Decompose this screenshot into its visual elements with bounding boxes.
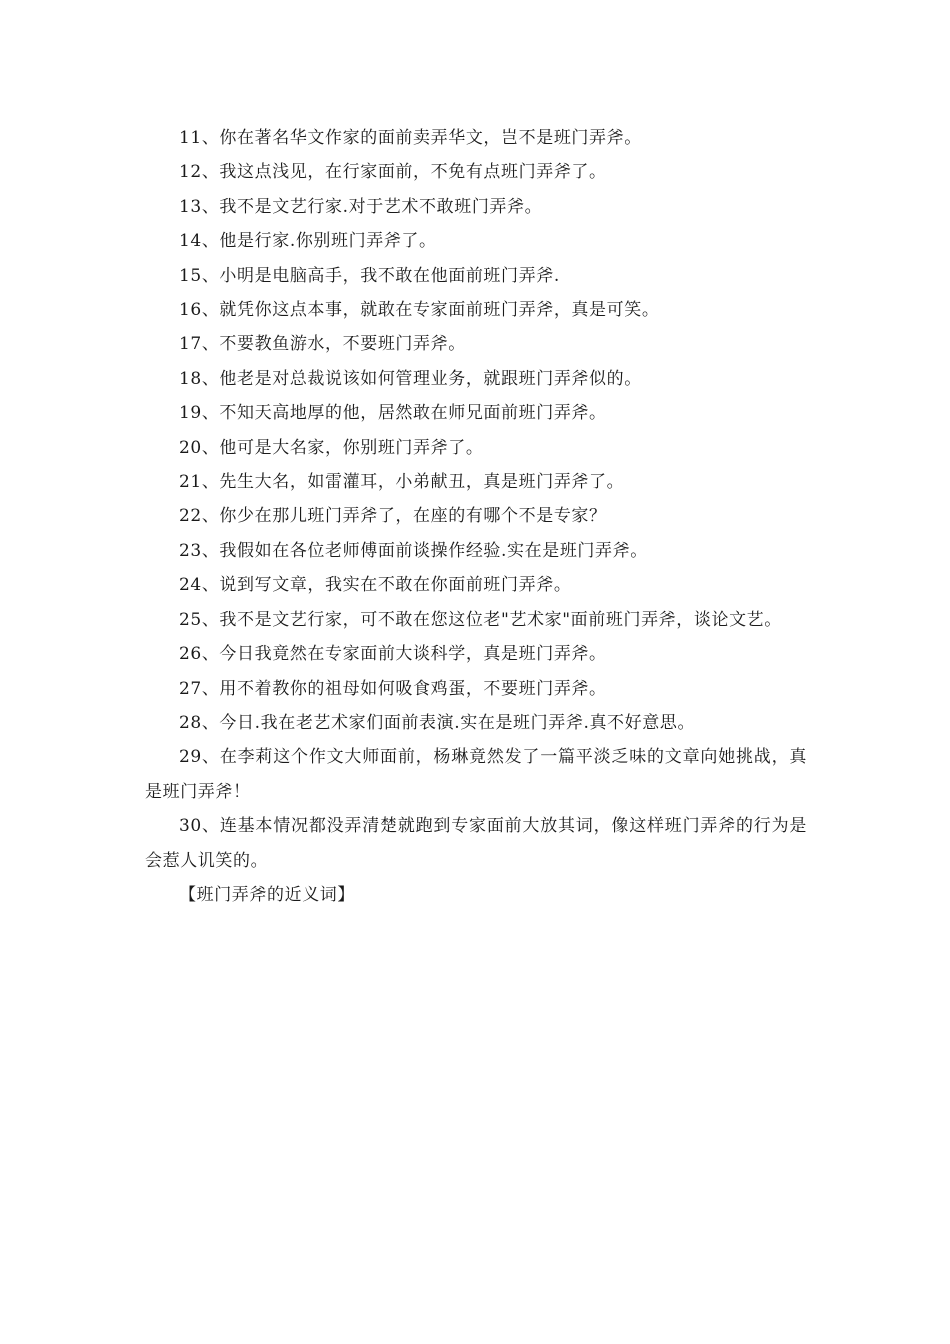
sentence-28: 28、今日.我在老艺术家们面前表演.实在是班门弄斧.真不好意思。 <box>179 712 696 733</box>
sentence-25: 25、我不是文艺行家，可不敢在您这位老"艺术家"面前班门弄斧，谈论文艺。 <box>179 609 782 630</box>
sentence-14: 14、他是行家.你别班门弄斧了。 <box>179 231 437 252</box>
sentence-22: 22、你少在那儿班门弄斧了，在座的有哪个不是专家？ <box>179 506 607 527</box>
section-heading: 【班门弄斧的近义词】 <box>179 884 355 905</box>
sentence-12: 12、我这点浅见，在行家面前，不免有点班门弄斧了。 <box>179 162 607 183</box>
sentence-20: 20、他可是大名家，你别班门弄斧了。 <box>179 437 484 458</box>
sentence-15: 15、小明是电脑高手，我不敢在他面前班门弄斧. <box>179 265 560 286</box>
sentence-24: 24、说到写文章，我实在不敢在你面前班门弄斧。 <box>179 575 572 596</box>
sentence-21: 21、先生大名，如雷灌耳，小弟献丑，真是班门弄斧了。 <box>179 472 625 493</box>
sentence-18: 18、他老是对总裁说该如何管理业务，就跟班门弄斧似的。 <box>179 368 642 389</box>
sentence-16: 16、就凭你这点本事，就敢在专家面前班门弄斧，真是可笑。 <box>179 300 660 321</box>
sentence-23: 23、我假如在各位老师傅面前谈操作经验.实在是班门弄斧。 <box>179 540 648 561</box>
sentence-17: 17、不要教鱼游水，不要班门弄斧。 <box>179 334 466 355</box>
sentence-13: 13、我不是文艺行家.对于艺术不敢班门弄斧。 <box>179 196 543 217</box>
sentence-26: 26、今日我竟然在专家面前大谈科学，真是班门弄斧。 <box>179 644 607 665</box>
sentence-27: 27、用不着教你的祖母如何吸食鸡蛋，不要班门弄斧。 <box>179 678 607 699</box>
sentence-19: 19、不知天高地厚的他，居然敢在师兄面前班门弄斧。 <box>179 403 607 424</box>
sentence-30: 30、连基本情况都没弄清楚就跑到专家面前大放其词，像这样班门弄斧的行为是会惹人讥笑的。 <box>145 816 807 871</box>
sentence-29: 29、在李莉这个作文大师面前，杨琳竟然发了一篇平淡乏味的文章向她挑战，真是班门弄斧！ <box>145 747 807 802</box>
sentence-11: 11、你在著名华文作家的面前卖弄华文，岂不是班门弄斧。 <box>179 128 642 148</box>
document-body <box>145 121 807 912</box>
